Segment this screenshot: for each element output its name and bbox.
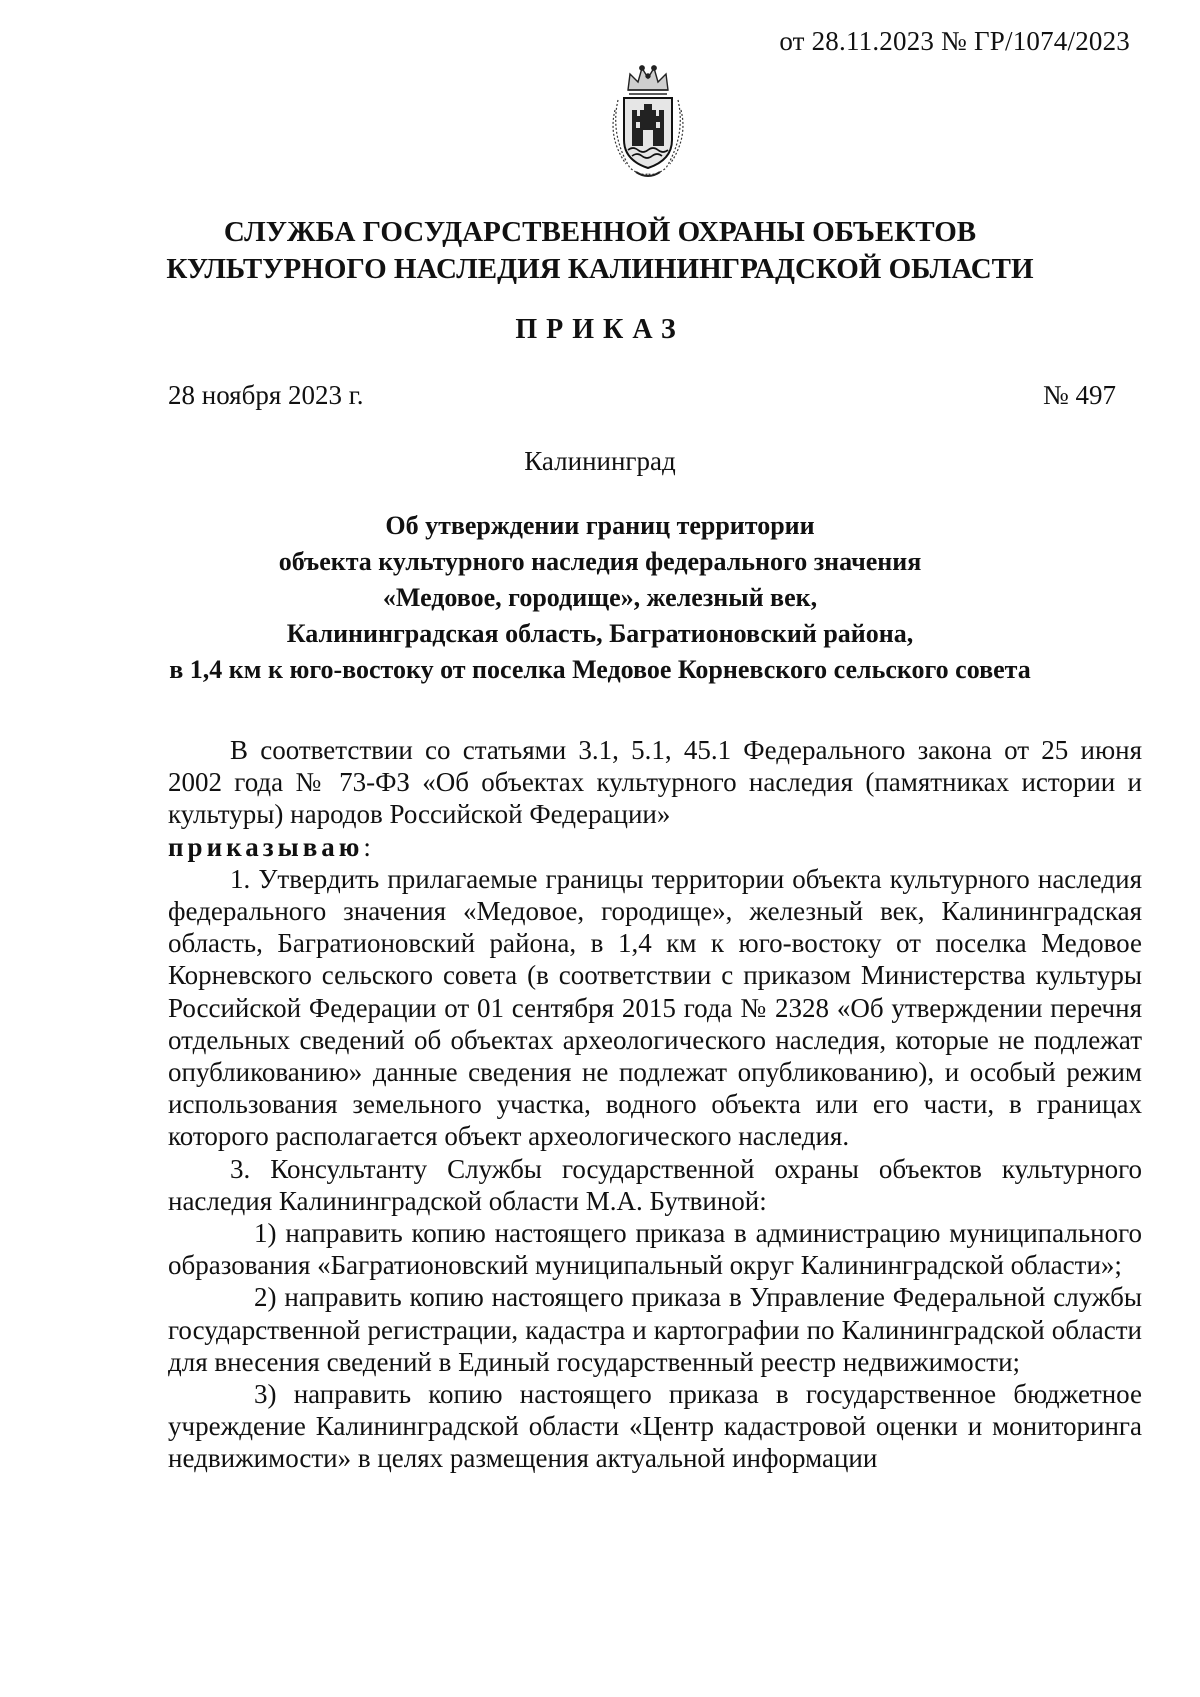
registration-number: от 28.11.2023 № ГР/1074/2023: [779, 26, 1130, 56]
document-date: 28 ноября 2023 г.: [168, 380, 364, 410]
document-number: № 497: [1042, 380, 1116, 410]
organization-name: [0, 214, 1200, 288]
title-line: «Медовое, городище», железный век,: [382, 583, 818, 612]
order-line: [168, 831, 1142, 863]
subclause-2: 2) направить копию настоящего приказа в Управление Федеральной службы государственной регистрации, кадастра и картографии по Калининградской области для внесения сведений в Единый государственный реестр недвижимости;: [168, 1282, 1142, 1377]
subclause-1: 1) направить копию настоящего приказа в администрацию муниципального образования «Багратионовский муниципальный округ Калининградской области»;: [168, 1218, 1142, 1281]
clause-1: 1. Утвердить прилагаемые границы территории объекта культурного наследия федерального значения «Медовое, городище», железный век, Калининградская область, Багратионовский района, в 1,4 км к юго-востоку от поселка Медовое Корневского сельского совета (в соответствии с приказом Министерства культуры Российской Федерации от 01 сентября 2015 года № 2328 «Об утверждении перечня отдельных сведений об объектах археологического наследия, которые не подлежат опубликованию» данные сведения не подлежат опубликованию), и особый режим использования земельного участка, водного объекта или его части, в границах которого располагается объект археологического наследия.: [168, 863, 1142, 1152]
preamble-paragraph: [168, 734, 1142, 831]
title-line: объекта культурного наследия федерального значения: [278, 547, 922, 576]
coat-of-arms-icon: [608, 60, 688, 180]
title-line: в 1,4 км к юго-востоку от поселка Медовое Корневского сельского совета: [169, 655, 1031, 684]
organization-name-line: СЛУЖБА ГОСУДАРСТВЕННОЙ ОХРАНЫ ОБЪЕКТОВ: [223, 216, 977, 248]
subclause-3: 3) направить копию настоящего приказа в государственное бюджетное учреждение Калининградской области «Центр кадастровой оценки и мониторинга недвижимости» в целях размещения актуальной информации: [168, 1379, 1142, 1474]
title-line: Калининградская область, Багратионовский района,: [286, 619, 914, 648]
document-body: [168, 734, 1142, 1475]
order-colon: :: [363, 831, 371, 862]
title-line: Об утверждении границ территории: [385, 511, 815, 540]
document-city: Калининград: [524, 446, 676, 476]
preamble-text: В соответствии со статьями 3.1, 5.1, 45.1 Федерального закона от 25 июня 2002 года № 73-ФЗ «Об объектах культурного наследия (памятниках истории и культуры) народов Российской Федерации»: [168, 735, 1142, 830]
order-word: приказываю: [168, 831, 364, 862]
organization-name-line: КУЛЬТУРНОГО НАСЛЕДИЯ КАЛИНИНГРАДСКОЙ ОБЛАСТИ: [166, 253, 1034, 285]
document-type: ПРИКАЗ: [515, 314, 685, 345]
document-title: [120, 508, 1080, 688]
clause-3: 3. Консультанту Службы государственной охраны объектов культурного наследия Калининградской области М.А. Бутвиной:: [168, 1153, 1142, 1216]
